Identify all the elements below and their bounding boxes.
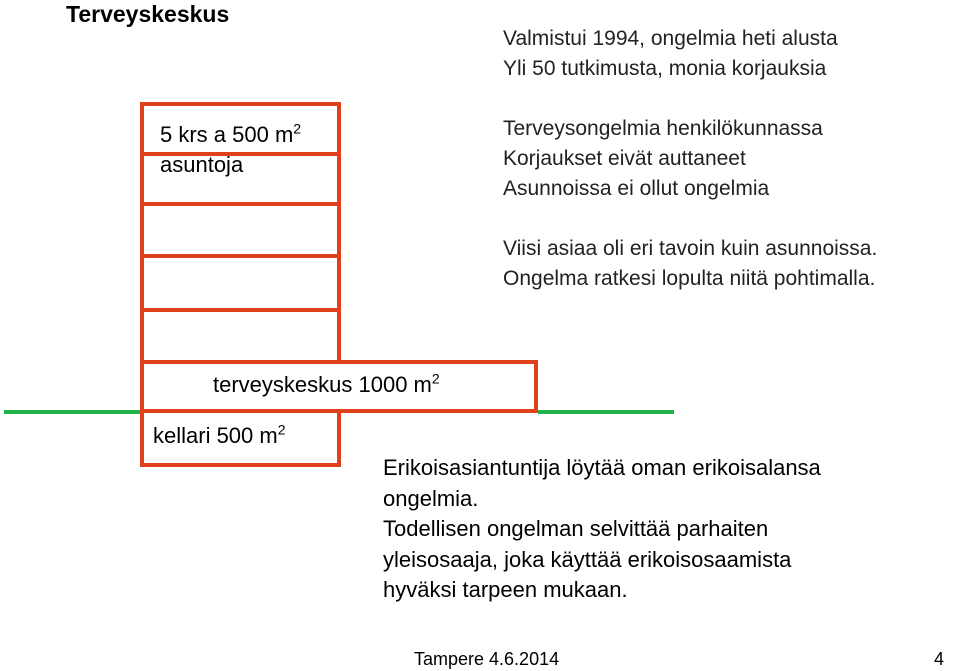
text-line: Korjaukset eivät auttaneet [503, 147, 746, 170]
text-line: Valmistui 1994, ongelmia heti alusta [503, 27, 838, 50]
text-line: hyväksi tarpeen mukaan. [383, 577, 628, 602]
ground-line-right [538, 410, 674, 414]
text-line: Yli 50 tutkimusta, monia korjauksia [503, 57, 827, 80]
text-line: yleisosaaja, joka käyttää erikoisosaamista [383, 546, 792, 572]
text-line: Asunnoissa ei ollut ongelmia [503, 177, 770, 200]
text-line: Erikoisasiantuntija löytää oman erikoisalansa [383, 455, 821, 480]
apartments-label: asuntoja [160, 152, 244, 177]
basement-text: kellari 500 m [153, 423, 278, 448]
solution-text [503, 234, 877, 294]
page-number: 4 [934, 649, 945, 669]
superscript: 2 [277, 421, 286, 438]
superscript: 2 [293, 120, 302, 137]
text-line: Viisi asiaa oli eri tavoin kuin asunnoissa. [503, 237, 878, 260]
basement-label [153, 421, 286, 451]
floor-box [140, 308, 341, 364]
ground-line-left [4, 410, 142, 414]
floor-box [140, 254, 341, 312]
floor-box [140, 202, 341, 258]
text-line: Terveysongelmia henkilökunnassa [503, 117, 823, 140]
health-center-text: terveyskeskus 1000 m [213, 372, 432, 397]
slide-title: Terveyskeskus [66, 1, 230, 27]
text-line: Ongelma ratkesi lopulta niitä pohtimalla. [503, 267, 876, 290]
problem-text [503, 114, 823, 204]
health-center-label [213, 370, 440, 400]
text-line: Todellisen ongelman selvittää parhaiten [383, 516, 769, 541]
footer-place-date: Tampere 4.6.2014 [414, 649, 560, 669]
floors-label [160, 120, 301, 150]
history-text [503, 24, 838, 84]
floors-area-text: 5 krs a 500 m [160, 122, 294, 147]
conclusion-text [383, 453, 821, 606]
superscript: 2 [431, 370, 440, 387]
text-line: ongelmia. [383, 485, 479, 511]
